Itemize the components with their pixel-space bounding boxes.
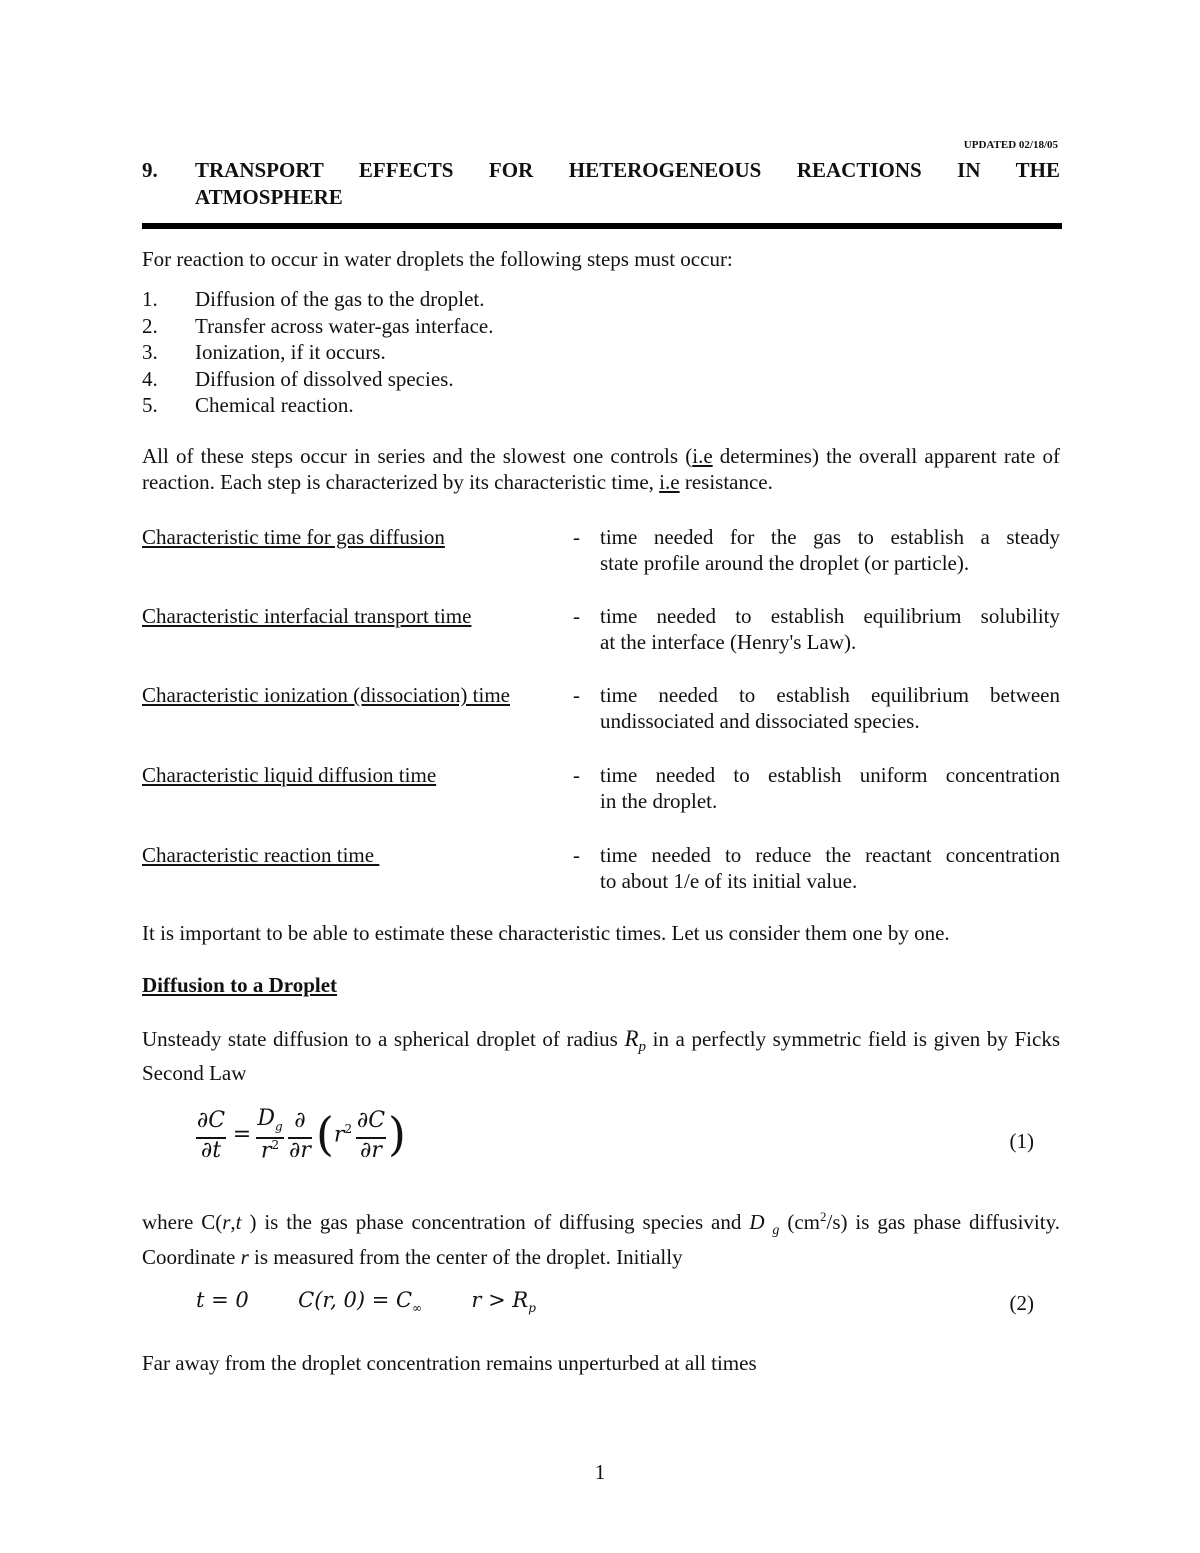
equals-sign: = — [232, 1122, 252, 1147]
equation-1-number: (1) — [1009, 1129, 1034, 1153]
inner-r: $r^2$ — [333, 1122, 353, 1148]
term-description: time needed to establish equilibrium solubility at the interface (Henry's Law). — [600, 604, 1060, 654]
important-paragraph: It is important to be able to estimate these characteristic times. Let us consider them one by one. — [142, 921, 950, 945]
inner-denominator: ∂r — [360, 1138, 382, 1163]
list-text: Chemical reaction. — [195, 393, 354, 417]
chapter-number: 9. — [142, 158, 158, 182]
updated-date: UPDATED 02/18/05 — [963, 139, 1058, 151]
where-paragraph: where C(r,t ) is the gas phase concentration of diffusing species and D $_g$ $(cm^2/s)$ is gas phase diffusivity. Coordinate r is measured from the center of the droplet. Initially — [142, 1209, 1060, 1270]
op-numerator: ∂ — [294, 1108, 306, 1133]
equation-2-number: (2) — [1009, 1291, 1034, 1315]
left-paren: ( — [316, 1107, 334, 1161]
list-number: 4. — [142, 366, 158, 391]
lhs-numerator: ∂C — [196, 1108, 226, 1133]
equation-1 — [190, 1106, 430, 1170]
list-text: Diffusion of the gas to the droplet. — [195, 287, 485, 311]
inner-numerator: ∂C — [356, 1108, 386, 1133]
term-dash: - — [573, 763, 580, 787]
coef-denominator: $r^2$ — [260, 1138, 280, 1164]
term-gas-diffusion: Characteristic time for gas diffusion — [142, 525, 445, 549]
list-number: 1. — [142, 287, 158, 311]
term-description: time needed for the gas to establish a steady state profile around the droplet (or particle). — [600, 525, 1060, 575]
list-number: 5. — [142, 393, 158, 417]
list-text: Diffusion of dissolved species. — [195, 366, 454, 391]
chapter-title-line1: TRANSPORT EFFECTS FOR HETEROGENEOUS REACTIONS IN THE — [195, 158, 1060, 182]
equation-2: t = 0 C(r, $0) = C_\infty$ $r > R_p$ — [196, 1288, 536, 1316]
term-description: time needed to establish equilibrium between undissociated and dissociated species. — [600, 683, 1060, 733]
coef-numerator: $D_g$ — [257, 1106, 283, 1134]
chapter-title-line2: ATMOSPHERE — [195, 185, 343, 209]
section-heading: Diffusion to a Droplet — [142, 973, 338, 997]
intro-paragraph: For reaction to occur in water droplets the following steps must occur: — [142, 247, 733, 271]
term-liquid-diffusion: Characteristic liquid diffusion time — [142, 763, 437, 787]
term-dash: - — [573, 525, 580, 549]
term-dash: - — [573, 843, 580, 867]
lhs-denominator: ∂t — [200, 1138, 222, 1163]
page-number: 1 — [594, 1460, 606, 1484]
op-denominator: ∂r — [289, 1138, 311, 1163]
series-paragraph: All of these steps occur in series and the slowest one controls (i.e determines) the overall apparent rate of reaction. Each step is characterized by its characteristic time, i.e resistance. — [142, 444, 1060, 494]
list-text: Transfer across water-gas interface. — [195, 313, 494, 338]
term-reaction: Characteristic reaction time — [142, 843, 380, 867]
far-away-paragraph: Far away from the droplet concentration remains unperturbed at all times — [142, 1351, 757, 1375]
heading-rule — [142, 223, 1062, 229]
list-text: Ionization, if it occurs. — [195, 340, 386, 364]
term-dash: - — [573, 604, 580, 628]
term-interfacial-transport: Characteristic interfacial transport time — [142, 604, 472, 628]
term-description: time needed to reduce the reactant concentration to about 1/e of its initial value. — [600, 843, 1060, 893]
list-number: 2. — [142, 313, 158, 338]
unsteady-paragraph: Unsteady state diffusion to a spherical droplet of radius $R_p$ in a perfectly symmetric field is given by Ficks Second Law — [142, 1026, 1060, 1086]
right-paren: ) — [388, 1107, 406, 1161]
term-description: time needed to establish uniform concentration in the droplet. — [600, 763, 1060, 813]
list-number: 3. — [142, 340, 158, 364]
term-ionization: Characteristic ionization (dissociation) time — [142, 683, 510, 707]
term-dash: - — [573, 683, 580, 707]
